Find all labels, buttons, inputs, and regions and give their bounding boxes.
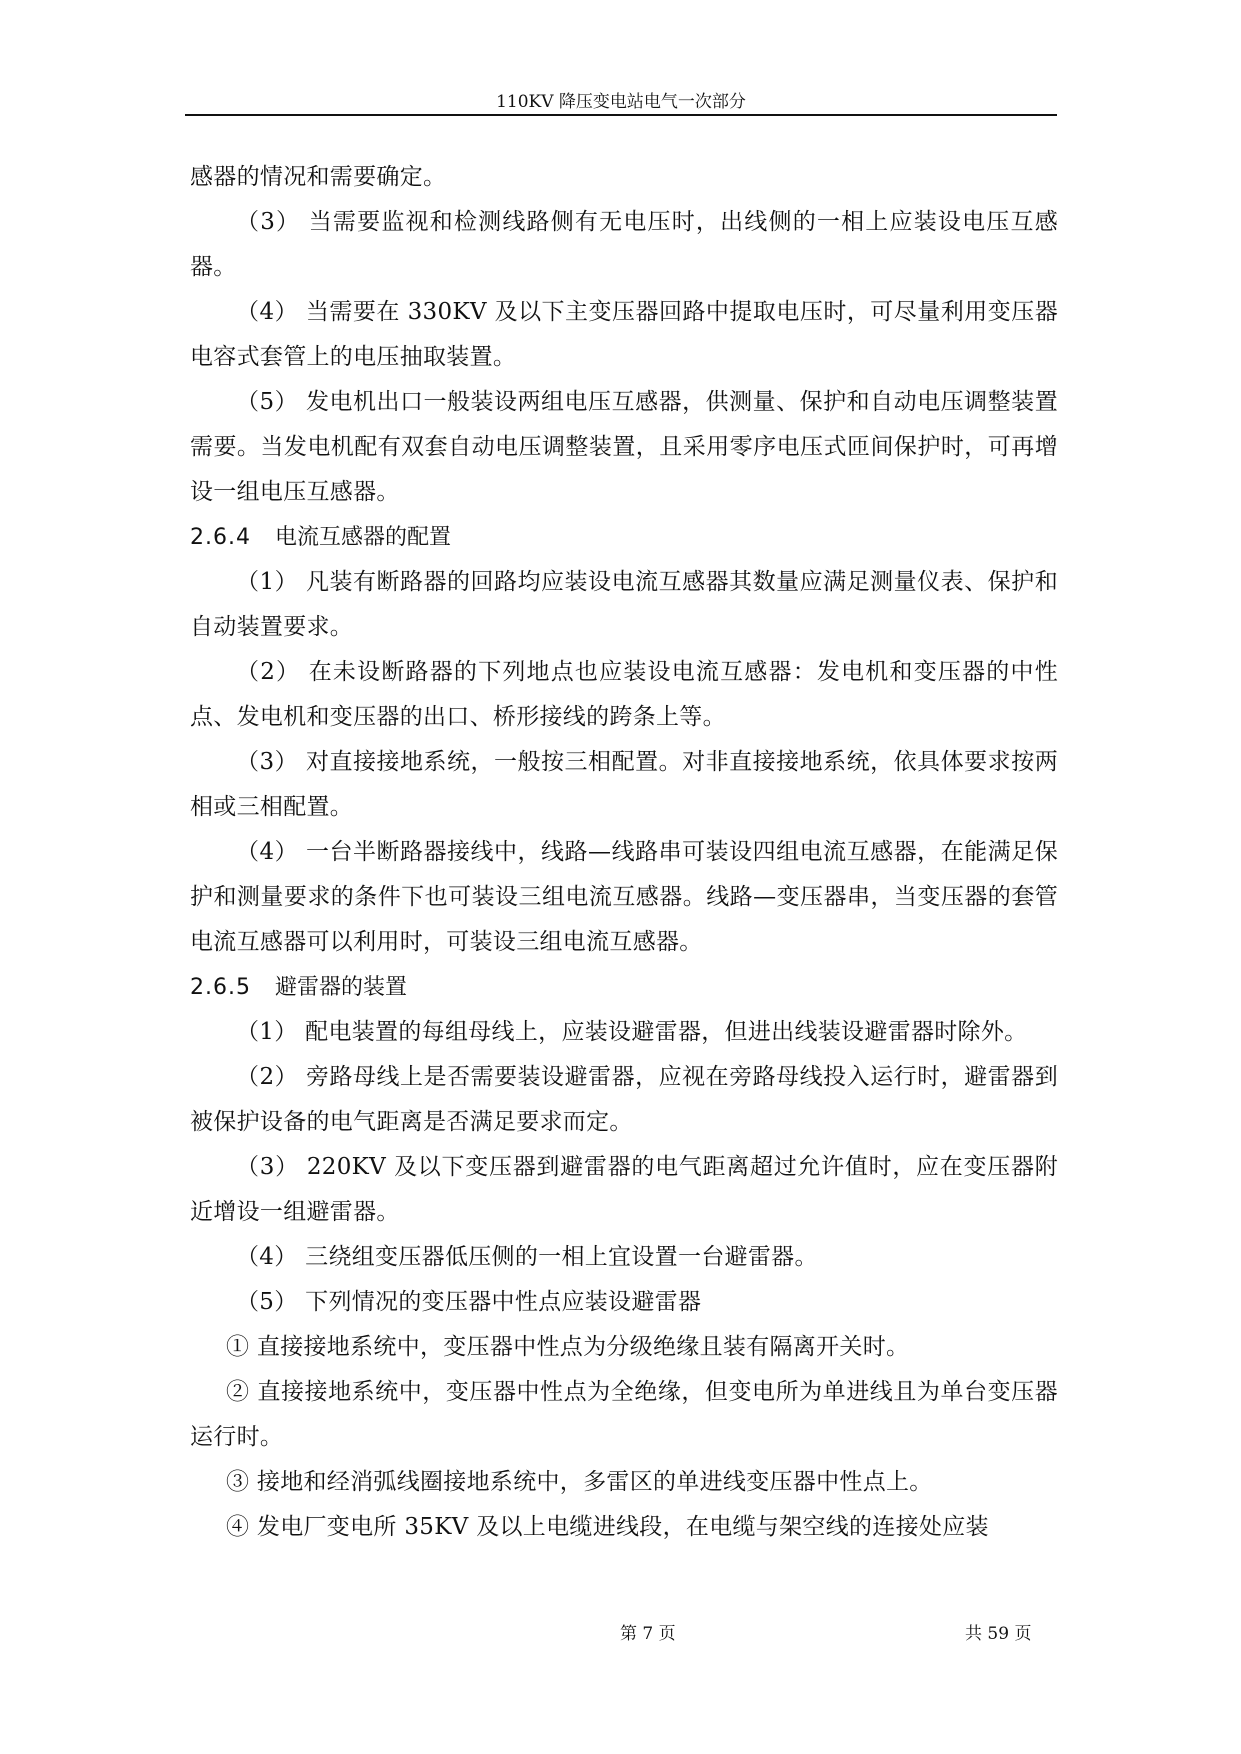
paragraph: （3） 220KV 及以下变压器到避雷器的电气距离超过允许值时，应在变压器附近增设一组避雷器。: [190, 1154, 1058, 1225]
document-body: [190, 155, 1058, 1550]
paragraph: （4） 三绕组变压器低压侧的一相上宜设置一台避雷器。: [236, 1244, 818, 1270]
paragraph: （1） 凡装有断路器的回路均应装设电流互感器其数量应满足测量仪表、保护和自动装置要求。: [190, 569, 1058, 640]
page-header-title: 110KV 降压变电站电气一次部分: [496, 92, 746, 112]
header-rule: [185, 114, 1057, 116]
paragraph: （2） 旁路母线上是否需要装设避雷器，应视在旁路母线投入运行时，避雷器到被保护设备的电气距离是否满足要求而定。: [190, 1064, 1058, 1135]
paragraph: （4） 当需要在 330KV 及以下主变压器回路中提取电压时，可尽量利用变压器电容式套管上的电压抽取装置。: [190, 299, 1058, 370]
list-item: ① 直接接地系统中，变压器中性点为分级绝缘且装有隔离开关时。: [226, 1334, 910, 1360]
paragraph: （5） 下列情况的变压器中性点应装设避雷器: [236, 1289, 702, 1315]
section-heading: [190, 515, 1058, 560]
paragraph: （3） 当需要监视和检测线路侧有无电压时，出线侧的一相上应装设电压互感器。: [190, 209, 1058, 280]
paragraph: （2） 在未设断路器的下列地点也应装设电流互感器：发电机和变压器的中性点、发电机和变压器的出口、桥形接线的跨条上等。: [190, 659, 1058, 730]
page-total: 共 59 页: [965, 1624, 1032, 1644]
section-title: 电流互感器的配置: [275, 525, 452, 550]
paragraph: （1） 配电装置的每组母线上，应装设避雷器，但进出线装设避雷器时除外。: [236, 1019, 1028, 1045]
section-title: 避雷器的装置: [275, 975, 408, 1000]
paragraph: 感器的情况和需要确定。: [190, 164, 447, 190]
paragraph: （4） 一台半断路器接线中，线路—线路串可装设四组电流互感器，在能满足保护和测量要求的条件下也可装设三组电流互感器。线路—变压器串，当变压器的套管电流互感器可以利用时，可装设三组电流互感器。: [190, 839, 1058, 955]
list-item: ④ 发电厂变电所 35KV 及以上电缆进线段，在电缆与架空线的连接处应装: [226, 1514, 989, 1540]
list-item: ② 直接接地系统中，变压器中性点为全绝缘，但变电所为单进线且为单台变压器运行时。: [190, 1379, 1058, 1450]
paragraph: （3） 对直接接地系统，一般按三相配置。对非直接接地系统，依具体要求按两相或三相配置。: [190, 749, 1058, 820]
section-number: 2.6.5: [190, 975, 251, 1000]
paragraph: （5） 发电机出口一般装设两组电压互感器，供测量、保护和自动电压调整装置需要。当发电机配有双套自动电压调整装置，且采用零序电压式匝间保护时，可再增设一组电压互感器。: [190, 389, 1058, 505]
section-heading: [190, 965, 1058, 1010]
page-number: 第 7 页: [620, 1624, 676, 1644]
list-item: ③ 接地和经消弧线圈接地系统中，多雷区的单进线变压器中性点上。: [226, 1469, 933, 1495]
section-number: 2.6.4: [190, 525, 251, 550]
